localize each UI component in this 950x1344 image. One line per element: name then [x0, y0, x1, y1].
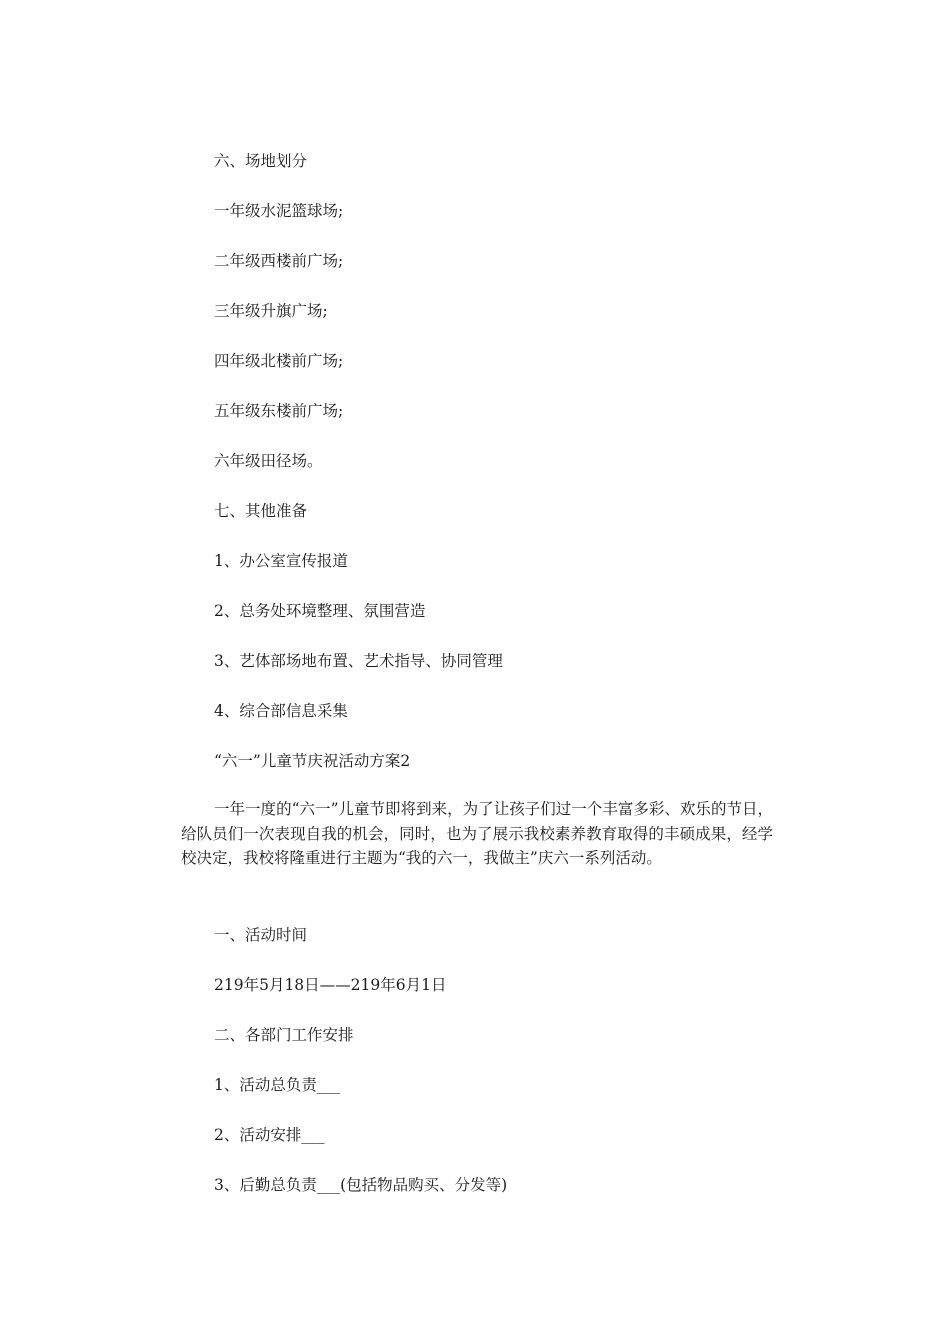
dept-item-1: 1、活动总负责___: [214, 1076, 341, 1094]
venue-item-grade4: 四年级北楼前广场;: [214, 352, 344, 370]
dept-item-3: 3、后勤总负责___(包括物品购买、分发等): [214, 1176, 508, 1194]
prep-item-4: 4、综合部信息采集: [214, 702, 348, 720]
venue-item-grade2: 二年级西楼前广场;: [214, 252, 344, 270]
venue-item-grade3: 三年级升旗广场;: [214, 302, 328, 320]
dept-item-2: 2、活动安排___: [214, 1126, 325, 1144]
prep-item-3: 3、艺体部场地布置、艺术指导、协同管理: [214, 652, 503, 670]
activity-date-range: 219年5月18日——219年6月1日: [214, 976, 447, 994]
venue-item-grade5: 五年级东楼前广场;: [214, 402, 344, 420]
section-heading-other-prep: 七、其他准备: [214, 502, 308, 520]
plan-title-2: “六一”儿童节庆祝活动方案2: [214, 752, 411, 770]
venue-item-grade1: 一年级水泥篮球场;: [214, 202, 344, 220]
intro-paragraph: 一年一度的“六一”儿童节即将到来，为了让孩子们过一个丰富多彩、欢乐的节日，给队员们一次表现自我的机会，同时，也为了展示我校素养教育取得的丰硕成果，经学校决定，我校将隆重进行主题为“我的六一，我做主”庆六一系列活动。: [181, 800, 773, 867]
section-heading-venue: 六、场地划分: [214, 152, 308, 170]
venue-item-grade6: 六年级田径场。: [214, 452, 323, 470]
prep-item-2: 2、总务处环境整理、氛围营造: [214, 602, 426, 620]
prep-item-1: 1、办公室宣传报道: [214, 552, 348, 570]
section-heading-departments: 二、各部门工作安排: [214, 1026, 354, 1044]
section-heading-time: 一、活动时间: [214, 926, 308, 944]
